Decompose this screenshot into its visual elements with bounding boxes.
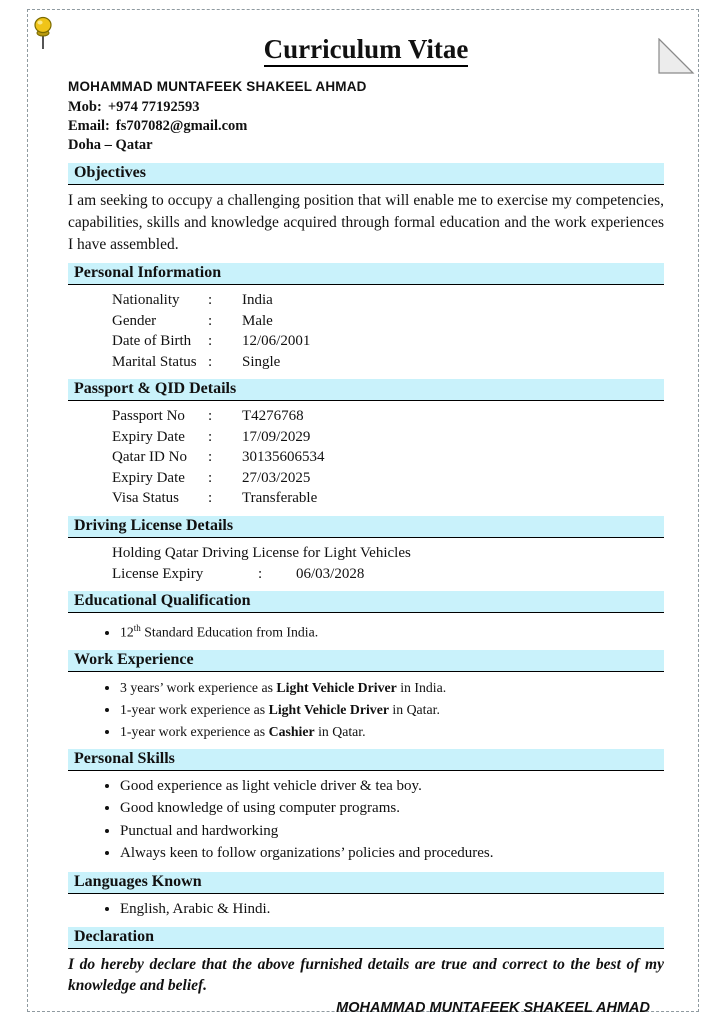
languages-list [68,899,664,921]
kv-label: Nationality [112,292,180,308]
mobile-value: +974 77192593 [107,99,200,115]
kv-colon: : [208,490,213,506]
qid-row-expiry [68,468,664,489]
item-prefix: 1-year work experience as [120,701,269,717]
language-item: • English, Arabic & Hindi. [120,899,664,921]
email-line [68,117,664,136]
item-suffix: in Qatar. [388,701,440,717]
kv-label: Passport No [112,408,185,424]
kv-value: 27/03/2025 [242,469,311,486]
kv-colon: : [208,312,213,329]
kv-colon: : [208,292,213,308]
candidate-name: MOHAMMAD MUNTAFEEK SHAKEEL AHMAD [68,79,367,94]
kv-colon: : [208,333,213,349]
section-heading-passport-qid: Passport & QID Details [68,379,664,401]
kv-value: T4276768 [242,408,304,424]
kv-colon: : [208,353,213,370]
info-row-gender [68,311,664,332]
section-heading-education: Educational Qualification [68,591,664,613]
education-item-prefix: 12 [120,624,134,640]
info-row-marital-status [68,352,664,373]
kv-colon: : [208,428,213,445]
kv-label: Qatar ID No [112,449,187,465]
work-experience-item [120,699,664,720]
kv-label: Expiry Date [112,428,185,445]
kv-colon: : [258,565,263,582]
info-row-nationality [68,290,664,311]
kv-value: India [242,292,273,308]
section-heading-personal-skills: Personal Skills [68,749,664,771]
location-line: Doha – Qatar [68,137,153,153]
item-suffix: in Qatar. [314,723,366,739]
section-heading-declaration: Declaration [68,927,664,949]
education-list [68,618,664,643]
mobile-line [68,98,664,117]
item-suffix: in India. [396,679,447,695]
kv-label: Marital Status [112,353,197,370]
skill-item: • Good experience as light vehicle driver & tea boy. [120,776,664,798]
license-expiry-row [68,564,664,585]
section-heading-work-experience: Work Experience [68,650,664,672]
passport-qid-block [68,406,664,509]
visa-status-row [68,488,664,509]
skill-item: • Good knowledge of using computer programs. [120,798,664,820]
kv-label: Date of Birth [112,333,192,349]
kv-value: Single [242,353,281,370]
info-row-dob [68,331,664,352]
skill-item: • Punctual and hardworking [120,821,664,843]
kv-value: 06/03/2028 [296,565,365,582]
passport-row-number [68,406,664,427]
qid-row-number [68,447,664,468]
pushpin-icon [30,16,56,52]
kv-colon: : [208,408,213,424]
section-heading-personal-information: Personal Information [68,263,664,285]
kv-value: 30135606534 [242,449,325,465]
cv-content [68,30,664,1016]
driving-license-statement: Holding Qatar Driving License for Light Vehicles [112,544,411,561]
section-heading-objectives: Objectives [68,163,664,185]
personal-skills-list [68,776,664,865]
kv-label: Expiry Date [112,469,185,486]
section-heading-languages: Languages Known [68,872,664,894]
objectives-text: I am seeking to occupy a challenging position that will enable me to exercise my competencies, capabilities, skills and knowledge acquired through formal education and the work experiences I have assembled. [68,192,664,253]
kv-label: License Expiry [112,565,204,582]
personal-information-block [68,290,664,372]
mobile-label: Mob: [68,99,102,115]
kv-label: Visa Status [112,490,180,506]
page-title: Curriculum Vitae [68,34,664,65]
kv-colon: : [208,469,213,486]
email-value: fs707082@gmail.com [115,118,248,134]
education-item [120,618,664,643]
email-label: Email: [68,118,110,134]
work-experience-item [120,677,664,698]
kv-value: Male [242,312,273,329]
work-experience-list [68,677,664,742]
item-prefix: 1-year work experience as [120,723,269,739]
item-role: Light Vehicle Driver [276,679,397,695]
declaration-text: I do hereby declare that the above furnished details are true and correct to the best of my knowledge and belief. [68,956,664,995]
kv-value: Transferable [242,490,318,506]
section-heading-driving-license: Driving License Details [68,516,664,538]
kv-value: 17/09/2029 [242,428,311,445]
item-role: Cashier [268,723,315,739]
kv-label: Gender [112,312,157,329]
driving-license-block [68,543,664,585]
item-role: Light Vehicle Driver [268,701,389,717]
kv-colon: : [208,449,213,465]
education-item-suffix: Standard Education from India. [140,624,319,640]
item-prefix: 3 years’ work experience as [120,679,277,695]
education-item-sup: th [133,623,141,633]
passport-row-expiry [68,427,664,448]
skill-item: • Always keen to follow organizations’ policies and procedures. [120,843,664,865]
header-block [68,79,664,155]
kv-value: 12/06/2001 [242,333,311,349]
work-experience-item [120,721,664,742]
signature-name: MOHAMMAD MUNTAFEEK SHAKEEL AHMAD [336,1000,650,1017]
